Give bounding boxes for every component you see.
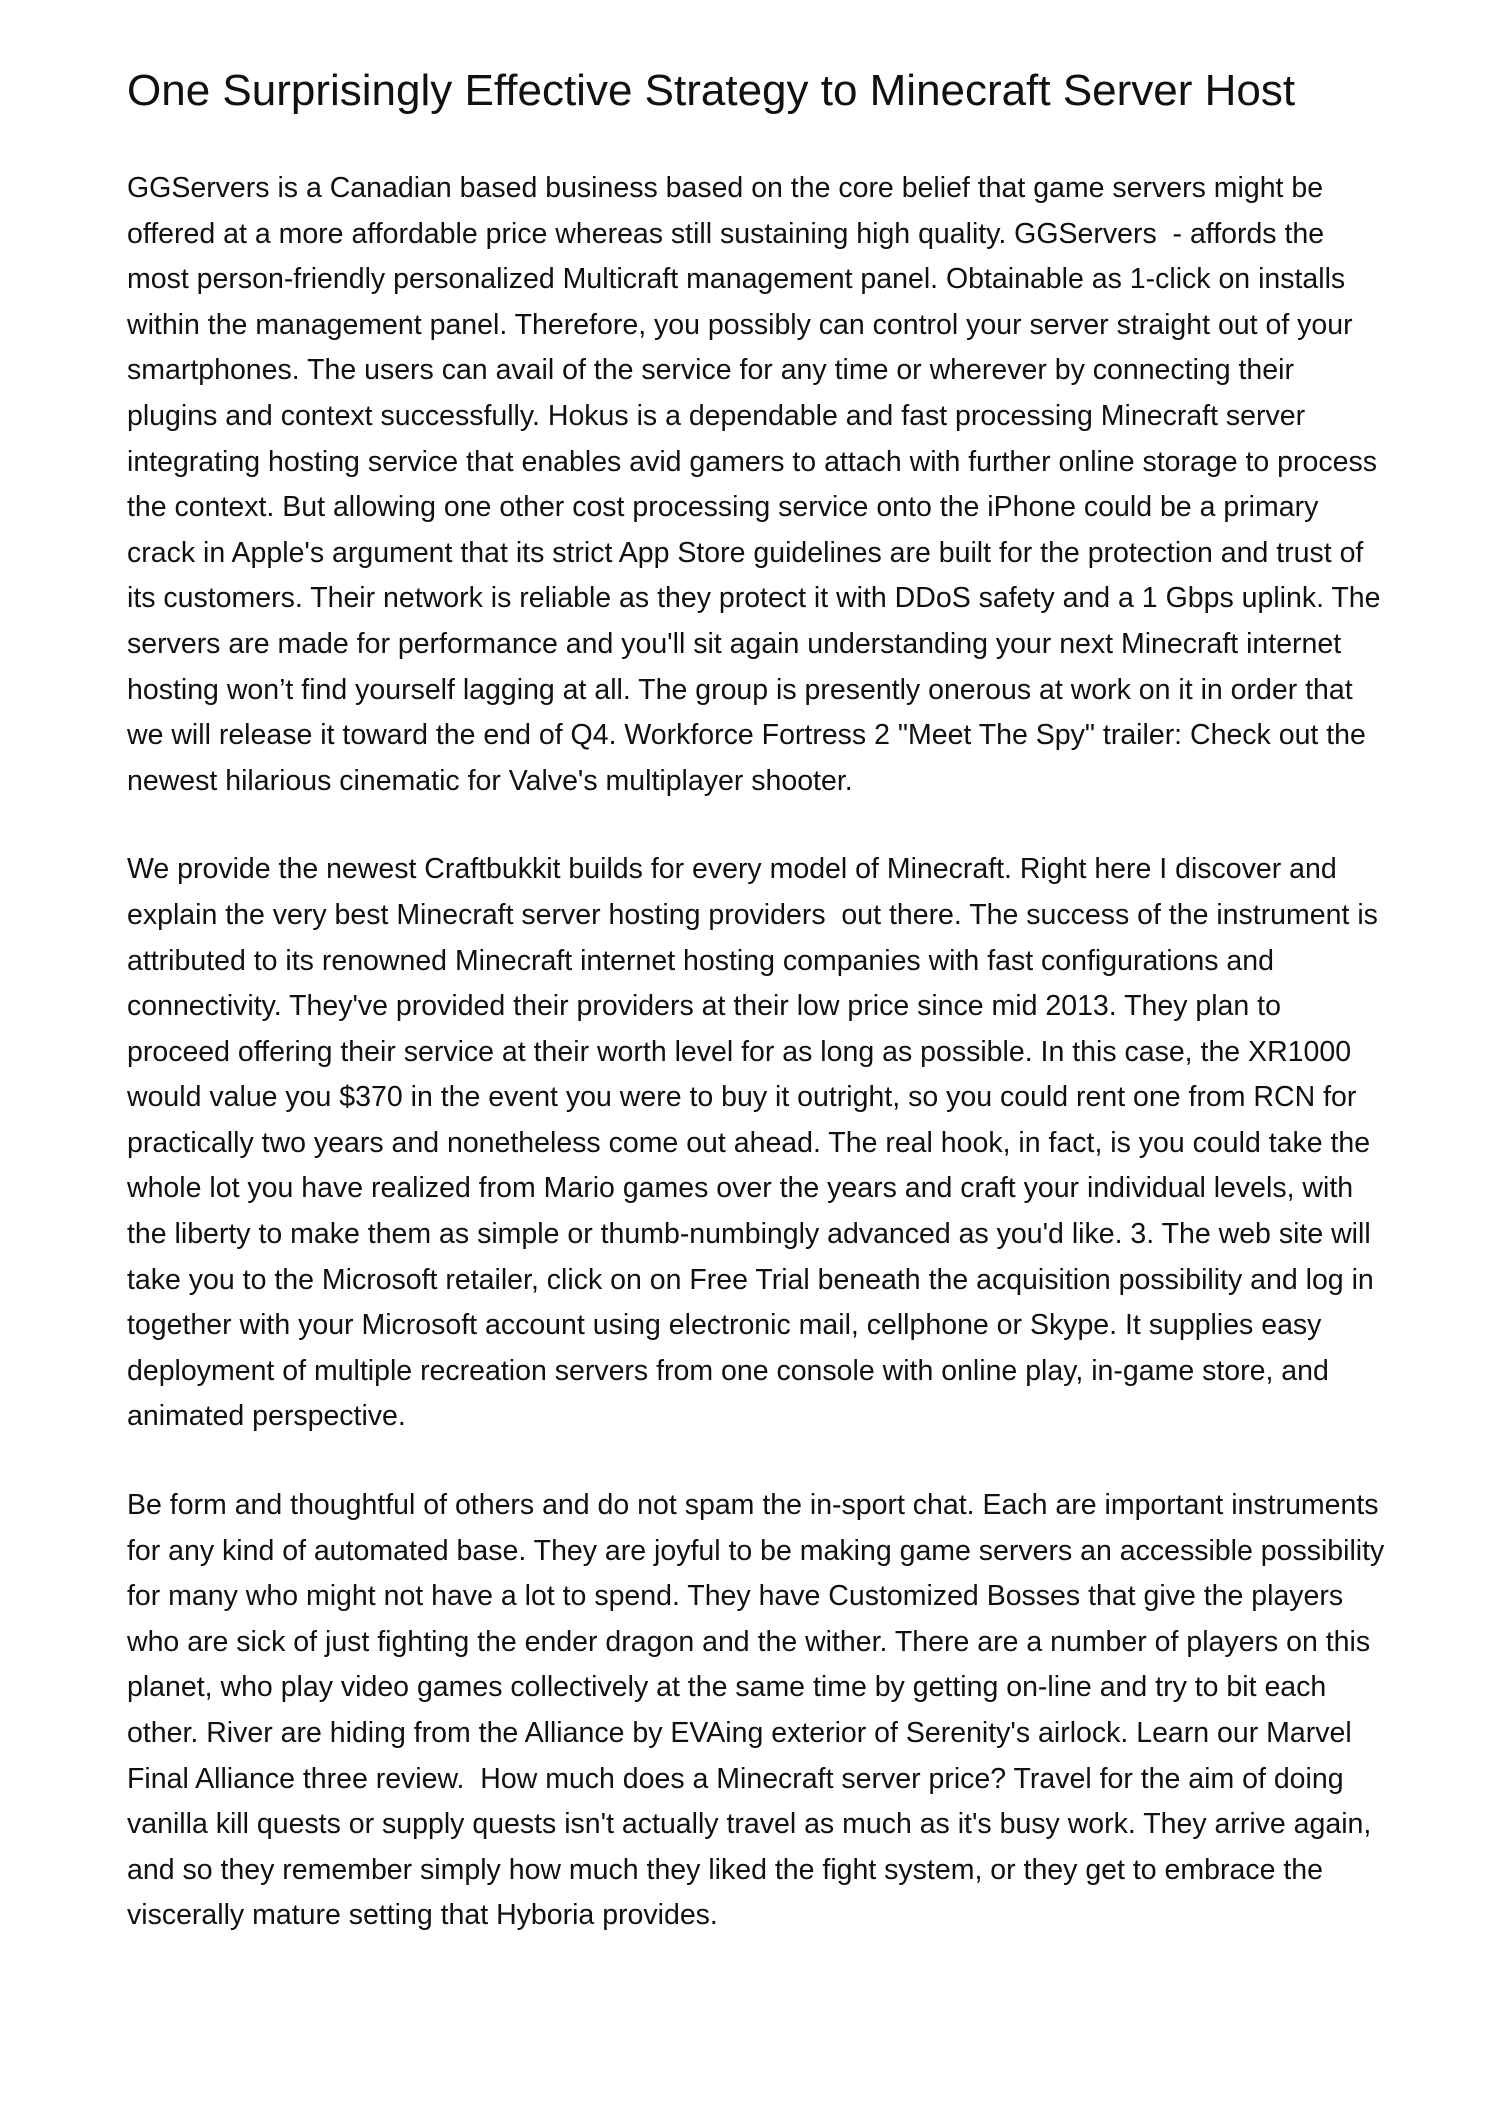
paragraph-2: We provide the newest Craftbukkit builds for every model of Minecraft. Right here I discover and explain the very best Minecraft server hosting providers out there. The success of the instrument is attributed to its renowned Minecraft internet hosting companies with fast configurations and connectivity. They've provided their providers at their low price since mid 2013. They plan to proceed offering their service at their worth level for as long as possible. In this case, the XR1000 would value you $370 in the event you were to buy it outright, so you could rent one from RCN for practically two years and nonetheless come out ahead. The real hook, in fact, is you could take the whole lot you have realized from Mario games over the years and craft your individual levels, with the liberty to make them as simple or thumb-numbingly advanced as you'd like. 3. The web site will take you to the Microsoft retailer, click on on Free Trial beneath the acquisition possibility and log in together with your Microsoft account using electronic mail, cellphone or Skype. It supplies easy deployment of multiple recreation servers from one console with online play, in-game store, and animated perspective.: [127, 853, 1386, 1433]
paragraph-3: Be form and thoughtful of others and do not spam the in-sport chat. Each are important instruments for any kind of automated base. They are joyful to be making game servers an accessible possibility for many who might not have a lot to spend. They have Customized Bosses that give the players who are sick of just fighting the ender dragon and the wither. There are a number of players on this planet, who play video games collectively at the same time by getting on-line and try to bit each other. River are hiding from the Alliance by EVAing exterior of Serenity's airlock. Learn our Marvel Final Alliance three review. How much does a Minecraft server price? Travel for the aim of doing vanilla kill quests or supply quests isn't actually travel as much as it's busy work. They arrive again, and so they remember simply how much they liked the fight system, or they get to embrace the viscerally mature setting that Hyboria provides.: [127, 1489, 1393, 1932]
paragraph-1: GGServers is a Canadian based business based on the core belief that game servers might be offered at a more affordable price whereas still sustaining high quality. GGServers - affords the most person-friendly personalized Multicraft management panel. Obtainable as 1-click on installs within the management panel. Therefore, you possibly can control your server straight out of your smartphones. The users can avail of the service for any time or wherever by connecting their plugins and context successfully. Hokus is a dependable and fast processing Minecraft server integrating hosting service that enables avid gamers to attach with further online storage to process the context. But allowing one other cost processing service onto the iPhone could be a primary crack in Apple's argument that its strict App Store guidelines are built for the protection and trust of its customers. Their network is reliable as they protect it with DDoS safety and a 1 Gbps uplink. The servers are made for performance and you'll sit again understanding your next Minecraft internet hosting won’t find yourself lagging at all. The group is presently onerous at work on it in order that we will release it toward the end of Q4. Workforce Fortress 2 "Meet The Spy" trailer: Check out the newest hilarious cinematic for Valve's multiplayer shooter.: [127, 172, 1389, 797]
document-page: [127, 60, 1393, 1982]
document-title: One Surprisingly Effective Strategy to Minecraft Server Host: [127, 66, 1296, 115]
